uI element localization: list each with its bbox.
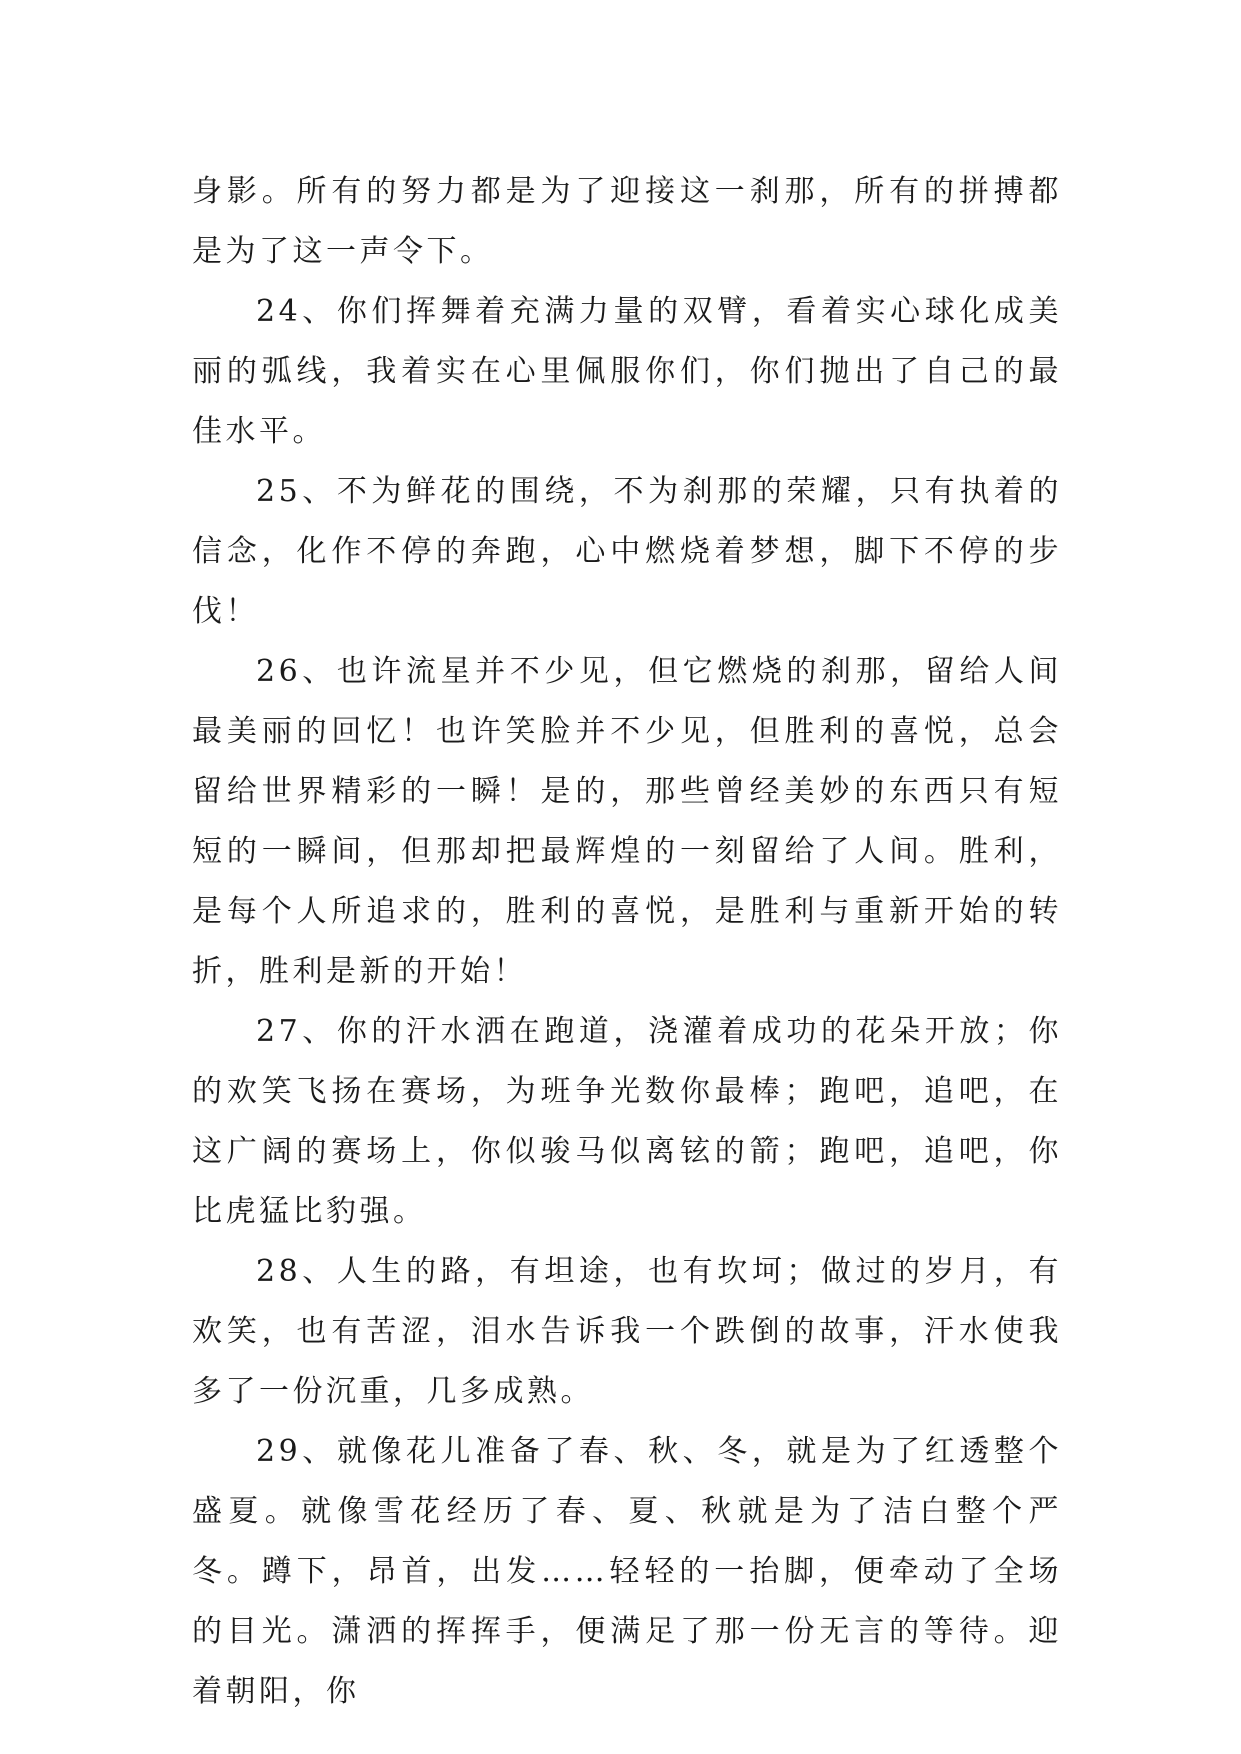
- paragraph-26: 26、也许流星并不少见，但它燃烧的刹那，留给人间最美丽的回忆！也许笑脸并不少见，但胜利的喜悦，总会留给世界精彩的一瞬！是的，那些曾经美妙的东西只有短短的一瞬间，但那却把最辉煌的一刻留给了人间。胜利，是每个人所追求的，胜利的喜悦，是胜利与重新开始的转折，胜利是新的开始！: [192, 654, 1062, 989]
- paragraph-29: 29、就像花儿准备了春、秋、冬，就是为了红透整个盛夏。就像雪花经历了春、夏、秋就是为了洁白整个严冬。蹲下，昂首，出发……轻轻的一抬脚，便牵动了全场的目光。潇洒的挥挥手，便满足了那一份无言的等待。迎着朝阳，你: [192, 1434, 1062, 1709]
- document-body: [192, 162, 1062, 1722]
- paragraph-27: 27、你的汗水洒在跑道，浇灌着成功的花朵开放；你的欢笑飞扬在赛场，为班争光数你最棒；跑吧，追吧，在这广阔的赛场上，你似骏马似离铉的箭；跑吧，追吧，你比虎猛比豹强。: [192, 1014, 1062, 1229]
- paragraph-continuation: 身影。所有的努力都是为了迎接这一刹那，所有的拼搏都是为了这一声令下。: [192, 174, 1062, 269]
- paragraph-25: 25、不为鲜花的围绕，不为刹那的荣耀，只有执着的信念，化作不停的奔跑，心中燃烧着梦想，脚下不停的步伐！: [192, 474, 1062, 629]
- paragraph-24: 24、你们挥舞着充满力量的双臂，看着实心球化成美丽的弧线，我着实在心里佩服你们，你们抛出了自己的最佳水平。: [192, 294, 1062, 449]
- paragraph-28: 28、人生的路，有坦途，也有坎坷；做过的岁月，有欢笑，也有苦涩，泪水告诉我一个跌倒的故事，汗水使我多了一份沉重，几多成熟。: [192, 1254, 1062, 1409]
